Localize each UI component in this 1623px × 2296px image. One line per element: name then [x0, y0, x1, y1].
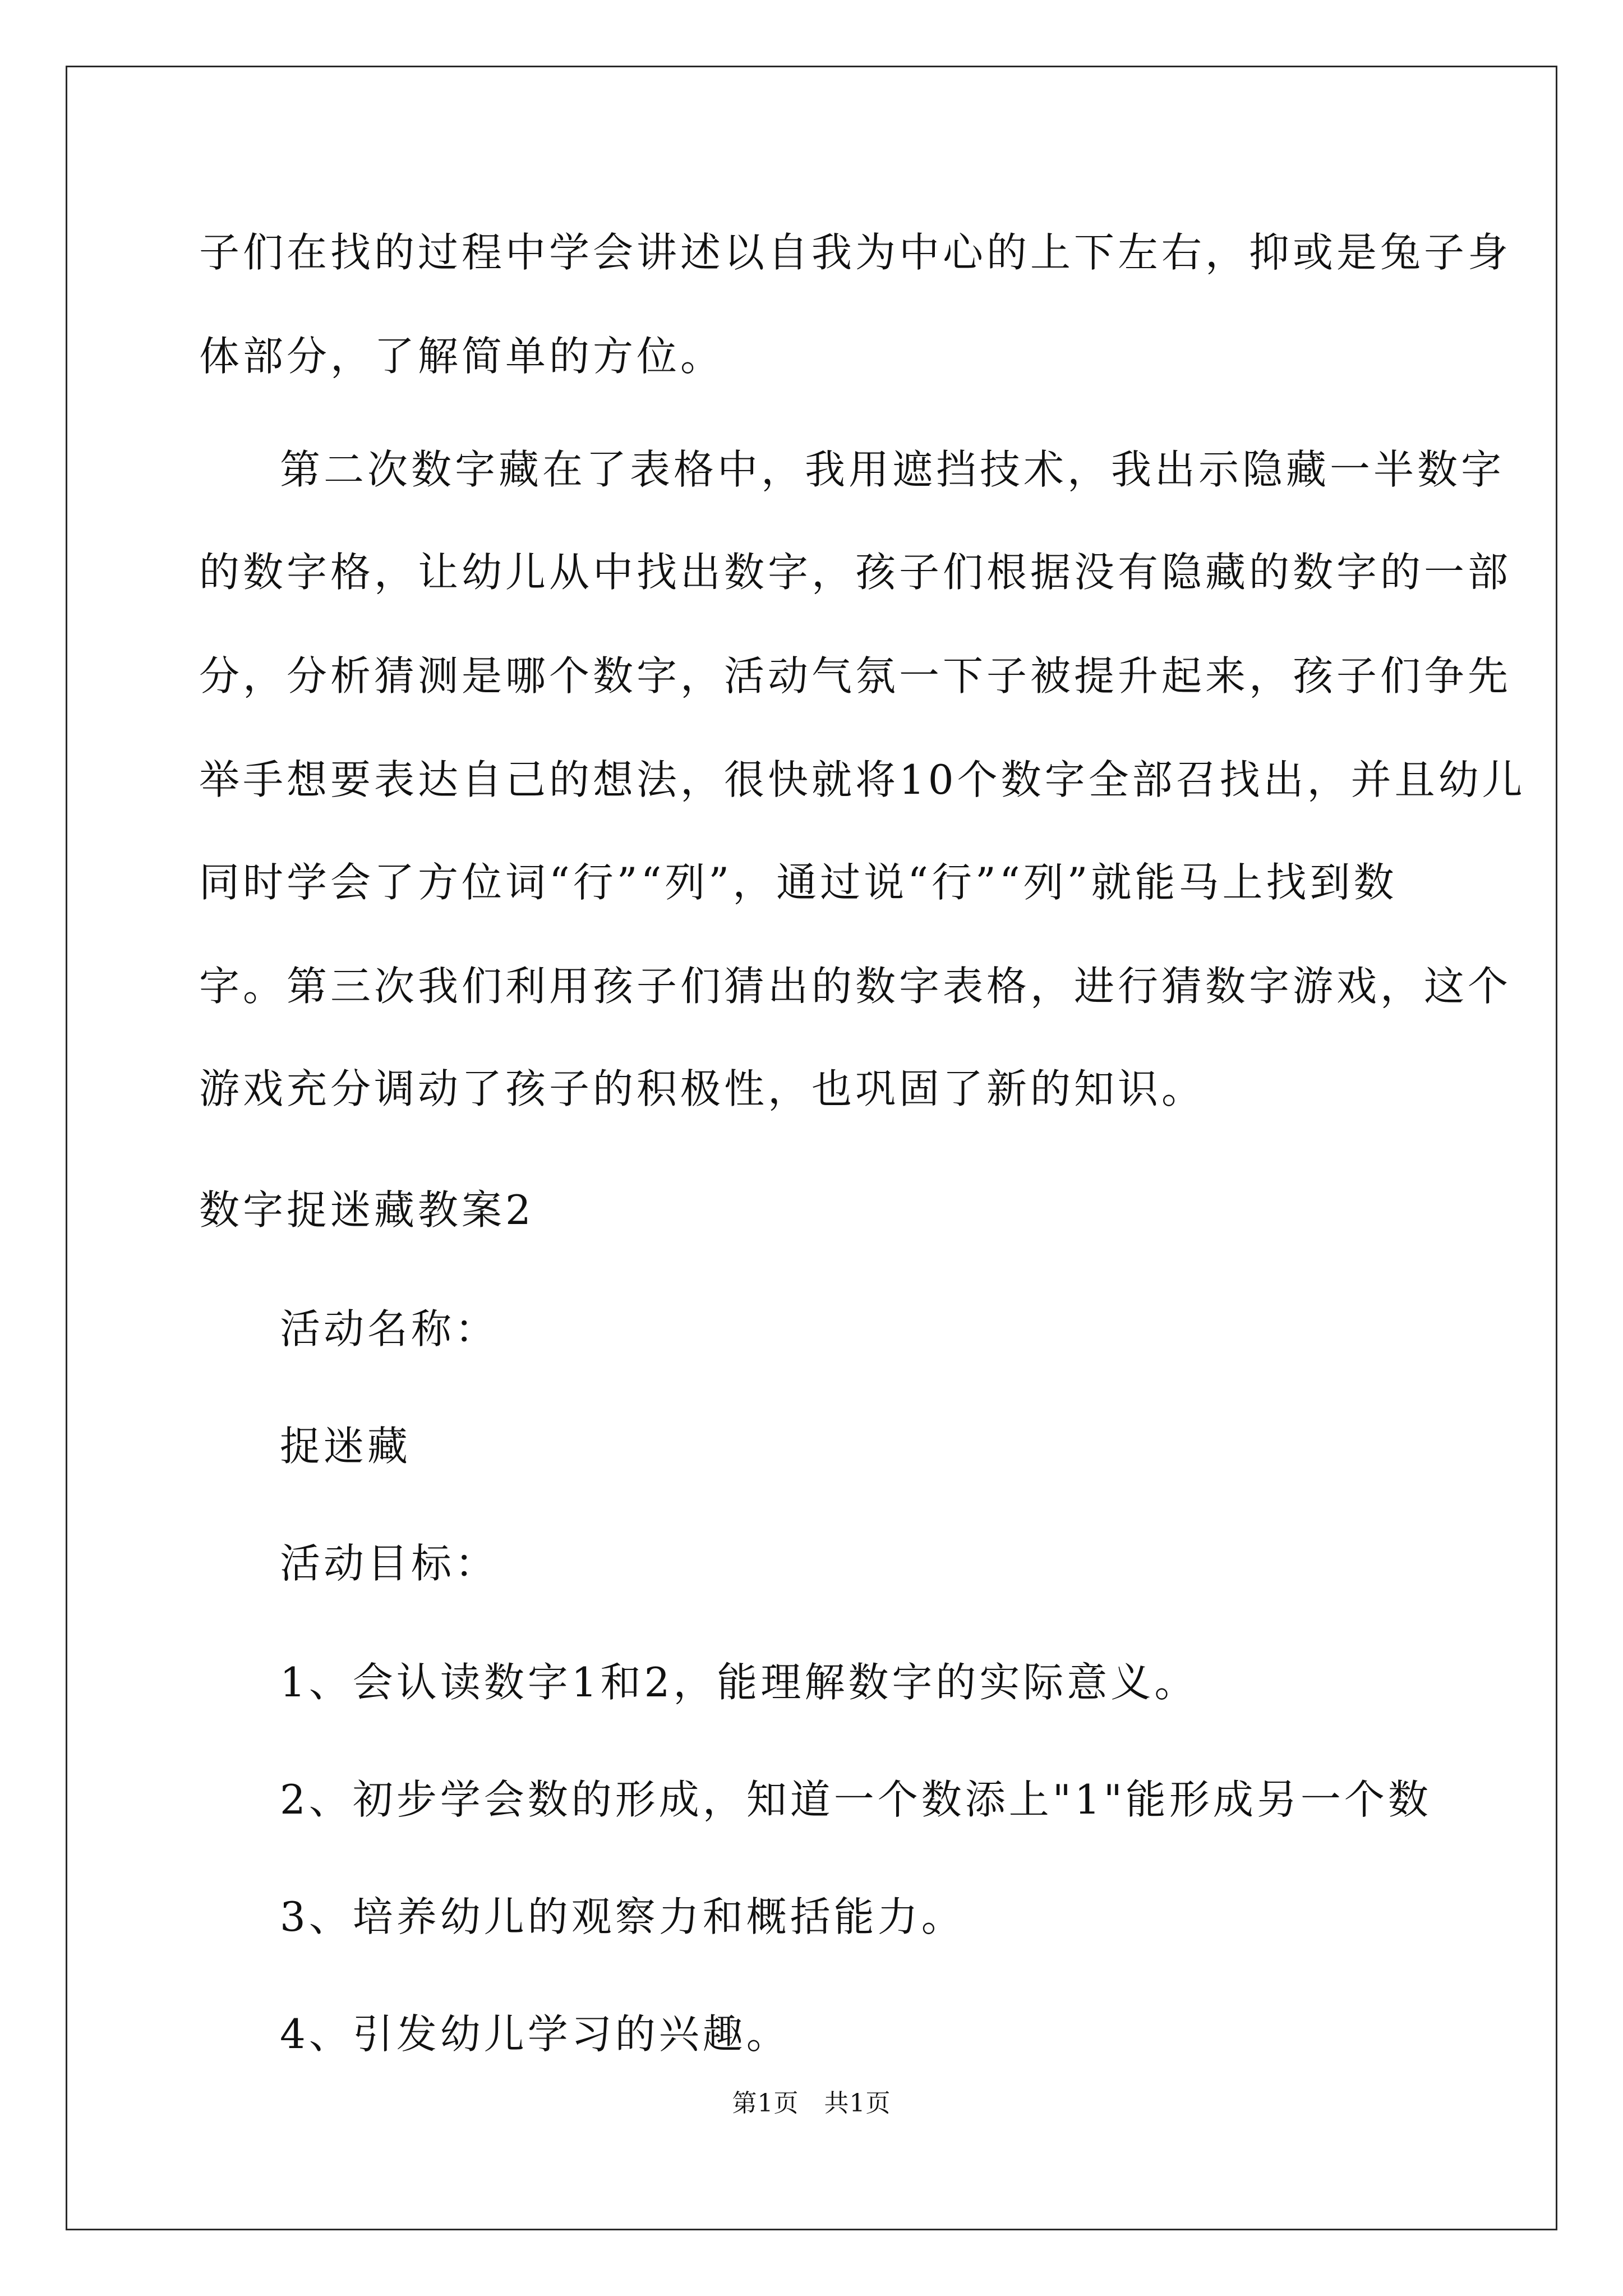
- paragraph-line: 同时学会了方位词“行”“列”，通过说“行”“列”就能马上找到数: [199, 859, 1398, 906]
- goal-item: 2、初步学会数的形成，知道一个数添上"1"能形成另一个数: [280, 1776, 1432, 1823]
- paragraph-line: 体部分，了解简单的方位。: [199, 333, 725, 380]
- goal-item: 1、会认读数字1和2，能理解数字的实际意义。: [280, 1659, 1198, 1706]
- activity-name-label: 活动名称：: [280, 1305, 499, 1352]
- paragraph-line: 游戏充分调动了孩子的积极性，也巩固了新的知识。: [199, 1065, 1206, 1112]
- paragraph-line: 分，分析猜测是哪个数字，活动气氛一下子被提升起来，孩子们争先: [199, 652, 1512, 700]
- goal-item: 3、培养幼儿的观察力和概括能力。: [280, 1893, 965, 1940]
- activity-name-value: 捉迷藏: [280, 1423, 412, 1470]
- paragraph-line: 第二次数字藏在了表格中，我用遮挡技术，我出示隐藏一半数字: [280, 446, 1505, 493]
- paragraph-line: 子们在找的过程中学会讲述以自我为中心的上下左右，抑或是兔子身: [199, 229, 1512, 276]
- goal-item: 4、引发幼儿学习的兴趣。: [280, 2010, 790, 2058]
- section-heading: 数字捉迷藏教案2: [199, 1186, 534, 1234]
- paragraph-line: 的数字格，让幼儿从中找出数字，孩子们根据没有隐藏的数字的一部: [199, 549, 1512, 596]
- paragraph-line: 字。第三次我们利用孩子们猜出的数字表格，进行猜数字游戏，这个: [199, 963, 1512, 1010]
- paragraph-line: 举手想要表达自己的想法，很快就将10个数字全部召找出，并且幼儿: [199, 756, 1526, 803]
- page-number: 第1页 共1页: [732, 2089, 891, 2118]
- activity-goals-label: 活动目标：: [280, 1540, 499, 1587]
